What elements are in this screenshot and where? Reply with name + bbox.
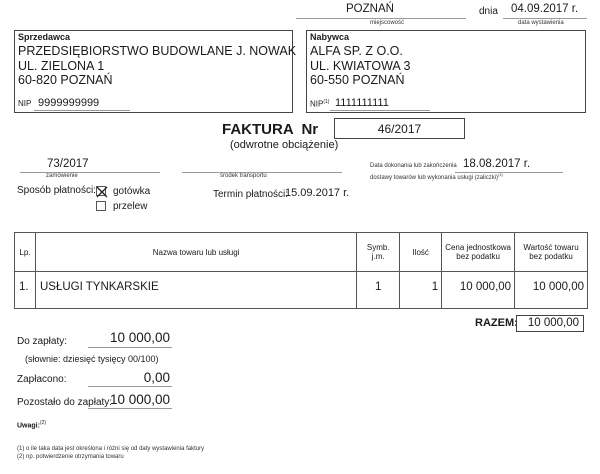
footnote-2: (2) np. potwierdzenie otrzymania towaru bbox=[17, 454, 124, 460]
notes-label-text: Uwagi: bbox=[17, 422, 40, 430]
due-date-label: Termin płatności: bbox=[213, 189, 289, 200]
seller-nip-underline bbox=[34, 110, 130, 111]
buyer-nip-underline bbox=[330, 110, 430, 111]
payment-method-label: Sposób płatności: bbox=[17, 185, 96, 196]
col-header-price: Cena jednostkowa bez podatku bbox=[442, 233, 515, 272]
place-underline bbox=[296, 18, 466, 19]
cash-option-label: gotówka bbox=[113, 186, 151, 197]
col-header-qty: Ilość bbox=[400, 233, 442, 272]
buyer-line-1: ALFA SP. Z O.O. bbox=[310, 44, 403, 58]
seller-nip-value: 9999999999 bbox=[38, 97, 100, 109]
table-header-row bbox=[15, 233, 588, 272]
to-pay-label: Do zapłaty: bbox=[17, 336, 68, 347]
seller-line-1: PRZEDSIĘBIORSTWO BUDOWLANE J. NOWAK bbox=[18, 44, 297, 58]
cell-value: 10 000,00 bbox=[515, 272, 588, 309]
cell-unit: 1 bbox=[357, 272, 400, 309]
buyer-line-3: 60-550 POZNAŃ bbox=[310, 73, 405, 87]
seller-label: Sprzedawca bbox=[18, 32, 71, 42]
cell-qty: 1 bbox=[400, 272, 442, 309]
invoice-number: 46/2017 bbox=[377, 122, 422, 136]
col-header-name: Nazwa towaru lub usługi bbox=[35, 233, 356, 272]
buyer-label: Nabywca bbox=[310, 32, 350, 42]
seller-line-3: 60-820 POZNAŃ bbox=[18, 73, 113, 87]
checkmark-x-icon bbox=[96, 186, 108, 198]
completion-caption-1: Data dokonania lub zakończenia bbox=[370, 163, 457, 169]
place-caption: miejscowość bbox=[370, 20, 405, 26]
razem-value: 10 000,00 bbox=[516, 315, 584, 332]
order-underline bbox=[20, 172, 160, 173]
completion-caption-2-text: dostawy towarów lub wykonania usługi (zaliczki) bbox=[370, 175, 499, 181]
cell-lp: 1. bbox=[15, 272, 36, 309]
to-pay-value: 10 000,00 bbox=[109, 330, 170, 345]
amount-in-words: (słownie: dziesięć tysięcy 00/100) bbox=[25, 354, 159, 364]
buyer-nip-label-text: NIP bbox=[310, 99, 324, 109]
buyer-line-2: UL. KWIATOWA 3 bbox=[310, 59, 411, 73]
col-header-value: Wartość towaru bez podatku bbox=[515, 233, 588, 272]
date-prefix: dnia bbox=[479, 6, 498, 17]
to-pay-underline bbox=[88, 347, 172, 348]
completion-sup: (1) bbox=[498, 172, 503, 177]
place-value: POZNAŃ bbox=[346, 3, 394, 15]
order-value: 73/2017 bbox=[47, 158, 89, 170]
seller-line-2: UL. ZIELONA 1 bbox=[18, 59, 105, 73]
paid-label: Zapłacono: bbox=[17, 374, 67, 385]
footnote-1: (1) o ile taka data jest określona i różni się od daty wystawienia faktury bbox=[17, 446, 205, 452]
transfer-option-label: przelew bbox=[113, 201, 148, 212]
date-caption: data wystawienia bbox=[518, 20, 564, 26]
buyer-nip-label bbox=[310, 99, 329, 109]
issue-date-value: 04.09.2017 r. bbox=[511, 3, 579, 15]
col-header-lp: Lp. bbox=[15, 233, 36, 272]
razem-label: RAZEM: bbox=[475, 317, 518, 329]
buyer-nip-value: 1111111111 bbox=[335, 97, 389, 109]
order-caption: zamówienie bbox=[46, 173, 78, 179]
remaining-label: Pozostało do zapłaty: bbox=[17, 397, 113, 408]
notes-sup: (2) bbox=[39, 420, 47, 426]
cell-name: USŁUGI TYNKARSKIE bbox=[35, 272, 356, 309]
col-header-unit: Symb. j.m. bbox=[357, 233, 400, 272]
invoice-subtitle: (odwrotne obciążenie) bbox=[230, 139, 339, 151]
invoice-title: FAKTURA Nr bbox=[222, 121, 319, 138]
date-underline bbox=[503, 18, 587, 19]
cash-checkbox[interactable] bbox=[96, 186, 106, 196]
completion-caption-2 bbox=[370, 172, 503, 181]
completion-date: 18.08.2017 r. bbox=[463, 158, 531, 170]
table-row bbox=[15, 272, 588, 309]
remaining-value: 10 000,00 bbox=[109, 392, 170, 407]
transport-caption: środek transportu bbox=[220, 173, 267, 179]
buyer-nip-sup: (1) bbox=[323, 99, 330, 105]
transfer-checkbox[interactable] bbox=[96, 201, 106, 211]
notes-label bbox=[17, 420, 46, 429]
cell-price: 10 000,00 bbox=[442, 272, 515, 309]
remaining-underline bbox=[88, 408, 172, 409]
paid-underline bbox=[88, 386, 172, 387]
paid-value: 0,00 bbox=[143, 370, 170, 385]
seller-nip-label: NIP bbox=[18, 99, 32, 108]
items-table bbox=[14, 232, 588, 309]
due-date-value: 15.09.2017 r. bbox=[285, 187, 350, 199]
